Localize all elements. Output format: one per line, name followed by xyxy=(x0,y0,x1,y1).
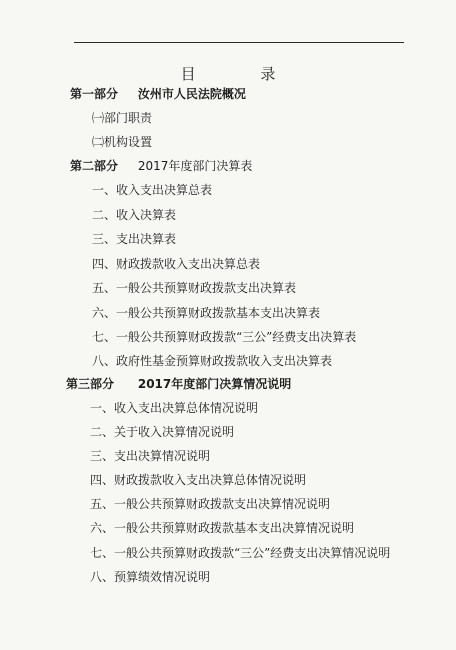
toc-item: 一、收入支出决算总体情况说明 xyxy=(90,401,259,415)
header-rule xyxy=(74,42,404,43)
toc-item: 一、收入支出决算总表 xyxy=(92,183,213,197)
toc-item: 三、支出决算表 xyxy=(92,232,177,246)
toc-item: 六、一般公共预算财政拨款基本支出决算表 xyxy=(92,306,321,320)
toc-item: 五、一般公共预算财政拨款支出决算情况说明 xyxy=(90,497,331,511)
part-heading-2 xyxy=(70,159,252,173)
toc-item: 八、政府性基金预算财政拨款收入支出决算表 xyxy=(92,354,333,368)
part-title: 汝州市人民法院概况 xyxy=(137,87,246,101)
part-label: 第三部分 xyxy=(66,377,115,391)
part-heading-1 xyxy=(70,87,246,101)
part-title: 2017年度部门决算表 xyxy=(137,159,253,173)
toc-item: 二、收入决算表 xyxy=(92,208,177,222)
toc-item: ㈡机构设置 xyxy=(92,135,153,149)
toc-item: 八、预算绩效情况说明 xyxy=(90,570,211,584)
toc-item: 七、一般公共预算财政拨款“三公”经费支出决算情况说明 xyxy=(90,546,391,560)
part-title: 2017年度部门决算情况说明 xyxy=(137,377,292,391)
toc-item: 二、关于收入决算情况说明 xyxy=(90,425,235,439)
part-label: 第二部分 xyxy=(70,159,119,173)
toc-item: 七、一般公共预算财政拨款“三公”经费支出决算表 xyxy=(92,330,357,344)
part-label: 第一部分 xyxy=(70,87,119,101)
toc-item: 四、财政拨款收入支出决算总表 xyxy=(92,257,261,271)
toc-item: 四、财政拨款收入支出决算总体情况说明 xyxy=(90,473,307,487)
toc-item: 六、一般公共预算财政拨款基本支出决算情况说明 xyxy=(90,521,355,535)
toc-item: ㈠部门职责 xyxy=(92,111,153,125)
toc-item: 三、支出决算情况说明 xyxy=(90,449,211,463)
toc-item: 五、一般公共预算财政拨款支出决算表 xyxy=(92,281,297,295)
page-title: 目 录 xyxy=(180,65,306,83)
part-heading-3 xyxy=(66,377,291,391)
